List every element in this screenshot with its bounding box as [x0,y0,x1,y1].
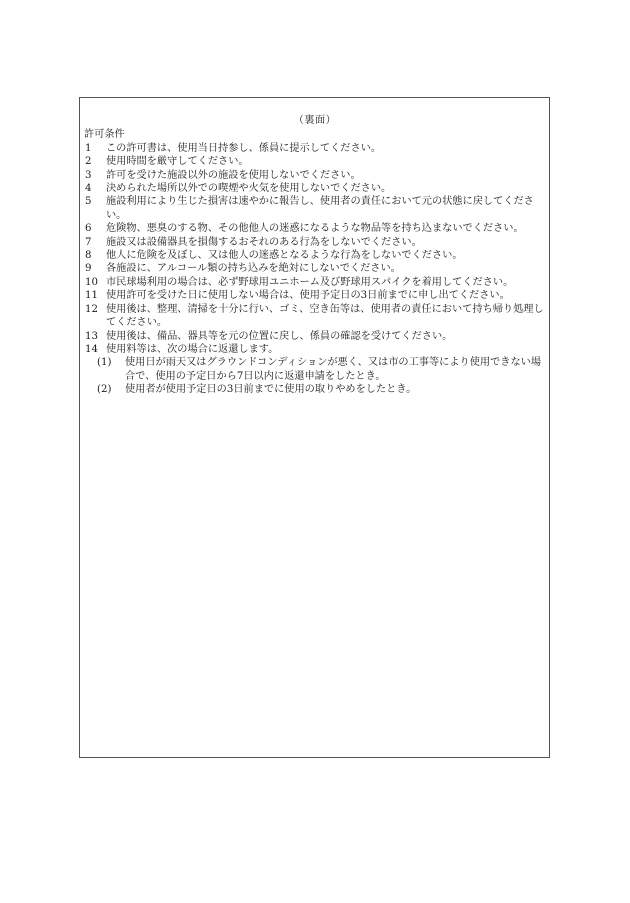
condition-item [84,195,546,222]
condition-text: 使用後は、整理、清掃を十分に行い、ゴミ、空き缶等は、使用者の責任において持ち帰り処理してください。 [106,303,544,329]
condition-text: 使用許可を受けた日に使用しない場合は、使用予定日の3日前までに申し出てください。 [106,290,510,302]
refund-case-item [84,356,546,383]
condition-text: 各施設に、アルコール類の持ち込みを絶対にしないでください。 [106,263,401,275]
document-frame [79,97,550,758]
condition-number: 7 [85,236,92,248]
condition-number: 11 [85,290,98,302]
condition-text: 施設利用により生じた損害は速やかに報告し、使用者の責任において元の状態に戻してください。 [106,196,534,221]
document-content [84,114,546,397]
condition-number: 12 [85,303,98,315]
condition-number: 2 [85,156,92,168]
condition-item [84,155,546,168]
refund-case-item [84,383,546,396]
condition-number: 4 [85,183,92,195]
condition-text: 許可を受けた施設以外の施設を使用しないでください。 [106,169,361,181]
condition-text: この許可書は、使用当日持参し、係員に提示してください。 [106,142,382,154]
condition-item [84,276,546,289]
condition-item [84,289,546,302]
section-title: 許可条件 [84,129,125,141]
condition-item [84,303,546,330]
condition-text: 他人に危険を及ぼし、又は他人の迷惑となるような行為をしないでください。 [106,250,463,262]
condition-text: 施設又は設備器具を損傷するおそれのある行為をしないでください。 [106,236,422,248]
condition-text: 危険物、悪臭のする物、その他他人の迷惑になるような物品等を持ち込まないでください。 [106,223,524,235]
condition-number: 13 [85,330,98,342]
condition-number: 10 [85,276,98,288]
condition-number: 9 [85,263,92,275]
refund-case-text: 使用日が雨天又はグラウンドコンディションが悪く、又は市の工事等により使用できない場合で、使用の予定日から7日以内に返還申請をしたとき。 [125,357,542,382]
condition-item [84,249,546,262]
condition-text: 使用時間を厳守してください。 [106,156,249,168]
condition-number: 5 [85,196,92,208]
condition-number: 1 [85,142,92,154]
condition-item [84,343,546,356]
condition-text: 使用後は、備品、器具等を元の位置に戻し、係員の確認を受けてください。 [106,330,453,342]
condition-number: 8 [85,250,92,262]
condition-number: 3 [85,169,92,181]
condition-item [84,262,546,275]
condition-item [84,169,546,182]
condition-number: 14 [85,343,98,355]
condition-item [84,142,546,155]
condition-number: 6 [85,223,92,235]
refund-case-text: 使用者が使用予定日の3日前までに使用の取りやめをしたとき。 [125,384,417,396]
condition-text: 市民球場利用の場合は、必ず野球用ユニホーム及び野球用スパイクを着用してください。 [106,276,514,288]
refund-case-number: (1) [97,357,112,369]
condition-item [84,182,546,195]
page-heading: （裏面） [293,115,337,126]
condition-item [84,330,546,343]
condition-item [84,222,546,235]
condition-item [84,236,546,249]
condition-text: 決められた場所以外での喫煙や火気を使用しないでください。 [106,183,392,195]
refund-case-number: (2) [97,384,112,396]
condition-text: 使用料等は、次の場合に返還します。 [106,343,279,355]
